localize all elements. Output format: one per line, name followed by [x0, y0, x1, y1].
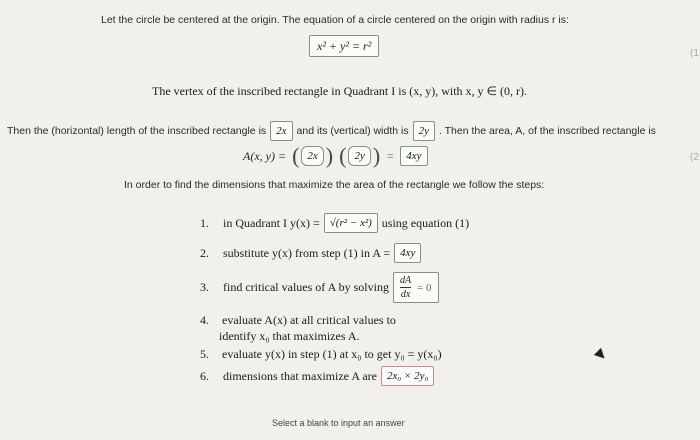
circle-equation-box: x² + y² = r² [309, 35, 379, 57]
dimensions-post: . Then the area, A, of the inscribed rectangle is [438, 125, 656, 137]
fraction-denominator: dx [400, 289, 411, 300]
step-3-equals-zero: = 0 [417, 281, 432, 294]
dimensions-pre: Then the (horizontal) length of the inscribed rectangle is [7, 125, 267, 137]
area-factor1-box[interactable]: 2x [301, 146, 323, 166]
area-equals: = [386, 148, 395, 163]
equation-number-2: (2 [690, 152, 699, 163]
step-2-number: 2. [200, 245, 209, 260]
step-6-number: 6. [200, 368, 209, 383]
step-6 [193, 366, 434, 386]
area-equation: A(x, y) = ( 2x ) ( 2y ) = 4xy [243, 143, 428, 169]
fraction-numerator: dA [399, 275, 412, 286]
step-5 [193, 347, 442, 362]
step-4-number: 4. [200, 313, 209, 327]
intro-text: Let the circle be centered at the origin. The equation of a circle centered on the origin with radius r is: [101, 14, 569, 26]
area-factor2-box[interactable]: 2y [348, 146, 370, 166]
step-5-text: evaluate y(x) in step (1) at x₀ to get y₀ = y(x₀) [222, 347, 442, 361]
step-4 [193, 313, 396, 328]
step-3-text: find critical values of A by solving [223, 280, 389, 294]
step-4-line1: evaluate A(x) at all critical values to [222, 313, 396, 327]
dimensions-mid: and its (vertical) width is [296, 125, 409, 137]
length-answer-box[interactable]: 2x [270, 121, 292, 141]
step-2-answer-box[interactable]: 4xy [394, 243, 421, 263]
area-lhs: A(x, y) = [243, 148, 287, 163]
step-1-text: in Quadrant I y(x) = [223, 215, 320, 230]
step-2-text: substitute y(x) from step (1) in A = [223, 245, 391, 260]
area-result-box[interactable]: 4xy [400, 146, 427, 166]
width-answer-box[interactable]: 2y [413, 121, 435, 141]
step-1-post: using equation (1) [381, 215, 470, 230]
step-1 [193, 213, 469, 233]
step-1-number: 1. [200, 215, 209, 230]
equation-number-1: (1 [690, 48, 699, 59]
step-3 [193, 272, 439, 303]
step-4-line2: identify x₀ that maximizes A. [219, 329, 360, 343]
circle-equation [309, 35, 379, 57]
mouse-cursor-icon [594, 348, 608, 362]
step-3-answer-box[interactable] [393, 272, 439, 303]
derivative-fraction [400, 275, 411, 300]
step-3-number: 3. [200, 280, 209, 294]
steps-intro: In order to find the dimensions that maximize the area of the rectangle we follow the steps: [124, 179, 545, 191]
step-1-answer-box[interactable]: √(r² − x²) [324, 213, 378, 233]
step-6-text: dimensions that maximize A are [223, 368, 377, 383]
step-6-answer-box[interactable]: 2x₀ × 2y₀ [381, 366, 434, 386]
dimensions-line [7, 121, 656, 141]
vertex-text: The vertex of the inscribed rectangle in Quadrant I is (x, y), with x, y ∈ (0, r). [152, 84, 527, 98]
step-2 [193, 243, 421, 263]
footer-hint: Select a blank to input an answer [272, 418, 405, 428]
step-5-number: 5. [200, 347, 209, 361]
